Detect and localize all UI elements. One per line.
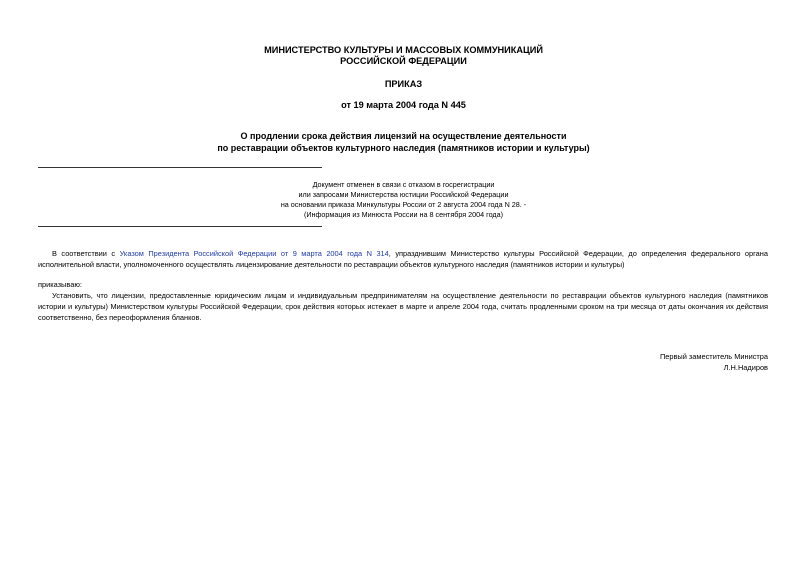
document-subject-line2: по реставрации объектов культурного наследия (памятников истории и культуры) [217,143,590,153]
ministry-title-line1: МИНИСТЕРСТВО КУЛЬТУРЫ И МАССОВЫХ КОММУНИКАЦИЙ [264,45,543,55]
order-word: приказываю: [38,280,82,289]
revocation-notice-line2: или запросами Министерства юстиции Российской Федерации [298,190,509,199]
divider-bottom [38,226,322,227]
document-subject-line1: О продлении срока действия лицензий на осуществление деятельности [240,131,567,141]
preamble-suffix: , упразднившим Министерство культуры Российской Федерации, до определения федерального органа исполнительной власти, уполномоченного осуществлять лицензирование деятельности по реставрации объектов культурного наследия (памятников истории и культуры) [38,249,768,269]
document-type: ПРИКАЗ [384,79,423,89]
preamble-paragraph [38,248,768,270]
revocation-notice-line1: Документ отменен в связи с отказом в госрегистрации [312,180,495,189]
revocation-notice-line3: на основании приказа Минкультуры России от 2 августа 2004 года N 28. - [280,200,527,209]
order-paragraph: Установить, что лицензии, предоставленные юридическим лицам и индивидуальным предпринимателям на осуществление деятельности по реставрации объектов культурного наследия (памятников истории и культуры) Министерством культуры Российской Федерации, срок действия которых истекает в марте и апреле 2004 года, считать продленными сроком на три месяца от даты окончания их действия соответственно, без переоформления бланков. [38,291,768,322]
document-date-number: от 19 марта 2004 года N 445 [341,100,466,110]
presidential-decree-link[interactable]: Указом Президента Российской Федерации от 9 марта 2004 года N 314 [119,249,389,258]
signatory-position: Первый заместитель Министра [659,352,768,361]
preamble-prefix: В соответствии с [52,249,120,258]
divider-top [38,167,322,168]
revocation-notice-line4: (Информация из Минюста России на 8 сентября 2004 года) [303,210,504,219]
signatory-name: Л.Н.Надиров [723,363,768,372]
ministry-title-line2: РОССИЙСКОЙ ФЕДЕРАЦИИ [340,56,467,66]
